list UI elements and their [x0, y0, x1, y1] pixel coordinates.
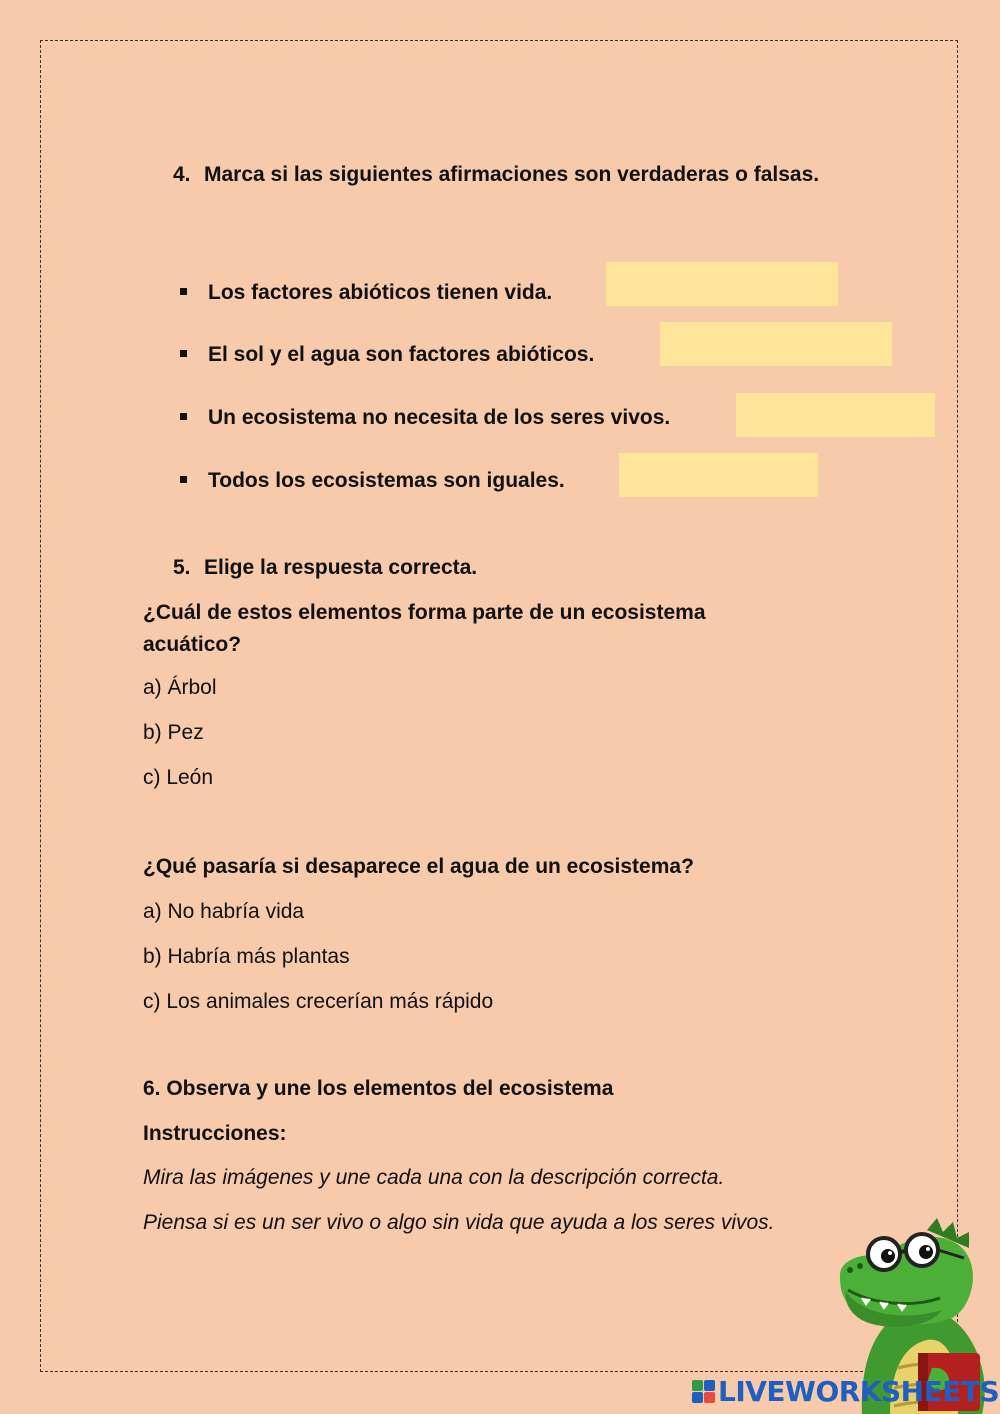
question-title: Elige la respuesta correcta. [204, 556, 478, 579]
option-c[interactable]: c) Los animales crecerían más rápido [143, 990, 494, 1013]
liveworksheets-logo-icon [692, 1380, 715, 1403]
question-number: 5. [173, 556, 191, 579]
bullet-square-icon [180, 350, 187, 357]
statement-row [180, 277, 552, 309]
sub-question-2: ¿Qué pasaría si desaparece el agua de un ecosistema? [143, 855, 694, 878]
sub-question-1: ¿Cuál de estos elementos forma parte de un ecosistema acuático? [143, 601, 706, 656]
statement-row [180, 339, 594, 371]
option-b[interactable]: b) Pez [143, 721, 204, 744]
statement-row [180, 465, 565, 497]
statement-text: Todos los ecosistemas son iguales. [208, 469, 565, 492]
question-title: Marca si las siguientes afirmaciones son verdaderas o falsas. [204, 163, 820, 186]
option-a[interactable]: a) No habría vida [143, 900, 305, 923]
logo-text: LIVEWORKSHEETS [718, 1374, 1000, 1408]
statement-row [180, 402, 670, 434]
bullet-square-icon [180, 288, 187, 295]
question-6-title: 6. Observa y une los elementos del ecosistema [143, 1077, 614, 1100]
instructions-label: Instrucciones: [143, 1122, 287, 1145]
liveworksheets-logo [692, 1372, 999, 1410]
question-number: 4. [173, 163, 191, 186]
bullet-square-icon [180, 413, 187, 420]
answer-input-1[interactable] [606, 262, 838, 306]
answer-input-2[interactable] [660, 322, 892, 366]
answer-input-3[interactable] [736, 393, 935, 437]
instruction-line: Piensa si es un ser vivo o algo sin vida que ayuda a los seres vivos. [143, 1211, 775, 1234]
option-c[interactable]: c) León [143, 766, 214, 789]
option-a[interactable]: a) Árbol [143, 676, 217, 699]
statement-text: Los factores abióticos tienen vida. [208, 281, 553, 304]
option-b[interactable]: b) Habría más plantas [143, 945, 350, 968]
statement-text: El sol y el agua son factores abióticos. [208, 343, 595, 366]
bullet-square-icon [180, 476, 187, 483]
instruction-line: Mira las imágenes y une cada una con la descripción correcta. [143, 1166, 725, 1189]
statement-text: Un ecosistema no necesita de los seres vivos. [208, 406, 671, 429]
answer-input-4[interactable] [619, 453, 818, 497]
